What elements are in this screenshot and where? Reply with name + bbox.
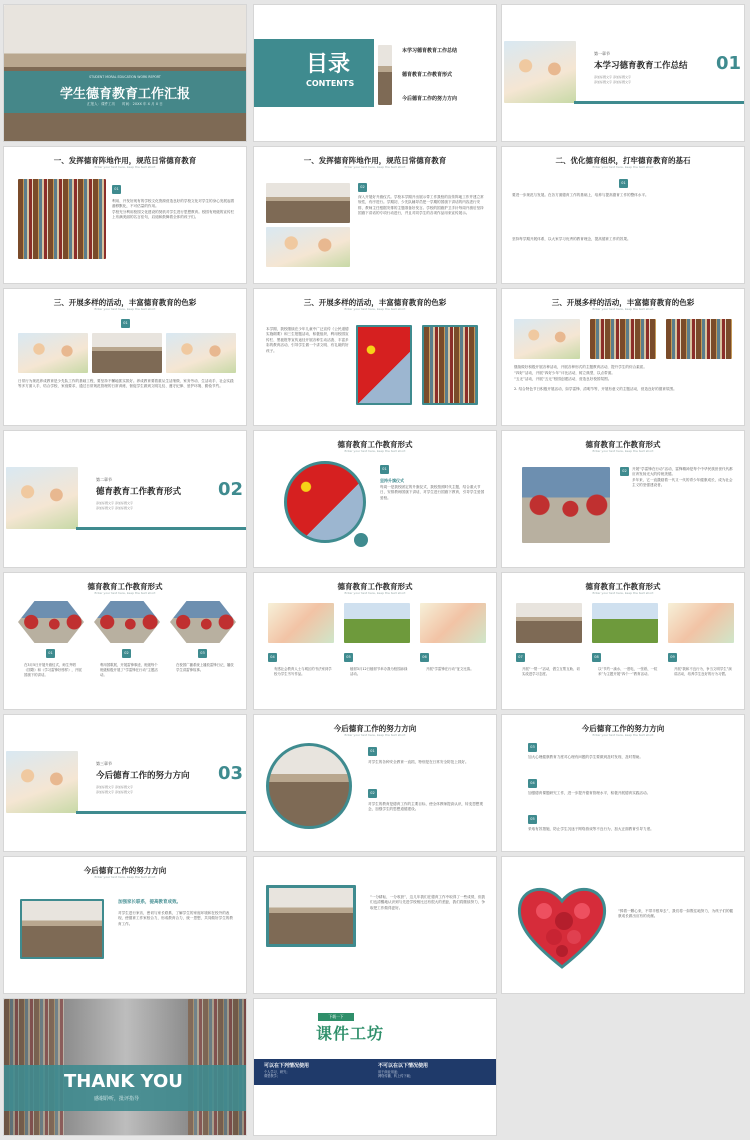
slide11-text: 每周一是我校固定的升旗仪式，我校按照时代主题，结合重大节日，安排教师国旗下讲话，对学生进行国旗下教育，引导学生爱国爱校。 [380, 485, 485, 500]
section2-title: 德育教育工作教育形式 [96, 487, 182, 497]
slide19-title: 今后德育工作的努力方向 [83, 866, 167, 875]
slide7-photo-1 [18, 333, 88, 373]
slide9-subtitle: Enter your text here, keep the text short [592, 307, 654, 311]
slide17-photo [266, 743, 352, 829]
slide15-caption-3: 开展“我和不良行为，争当文明学生”演讲活动，培养学生良好的行为习惯。 [674, 667, 732, 676]
slide9-photo-3 [666, 319, 732, 359]
slide14-caption-2: 植树3月12日植树节举办我为校园添绿活动。 [350, 667, 408, 676]
slide6-badge: 01 [619, 179, 628, 188]
slide-8[interactable] [253, 288, 497, 426]
slide13-caption-2: 利用国歌展，开展雷锋事迹，班级每个班级积极开展了“学雷锋在行动”主题活动。 [100, 663, 158, 677]
slide15-photo-1 [516, 603, 582, 643]
slide12-badge: 02 [620, 467, 629, 476]
slide15-title: 德育教育工作教育形式 [585, 582, 661, 591]
slide19-subtitle: Enter your text here, keep the text short [94, 875, 156, 879]
section1-photo [504, 41, 576, 103]
slide17-subtitle: Enter your text here, keep the text short [344, 733, 406, 737]
slide18-text-3: 采取有效措施，防止学生沉迷于网络游戏等不良行为，加大正面教育引导力度。 [528, 827, 654, 831]
slide7-badge: 01 [121, 319, 130, 328]
slide14-subtitle: Enter your text here, keep the text short [344, 591, 406, 595]
slide9-text-1: 继续做好积极开展各种活动，开展各种形式的主题教育活动，提升学生的综合素质。 [514, 365, 647, 369]
toc-photo [378, 45, 392, 105]
slide4-photo [18, 179, 106, 259]
slide4-badge: 01 [112, 185, 121, 194]
toc-item-2[interactable]: 德育教育工作教育形式 [402, 72, 453, 78]
slide13-photo-1 [18, 601, 84, 643]
slide18-badge-2: 04 [528, 779, 537, 788]
section1-list [594, 75, 631, 85]
slide-15[interactable] [501, 572, 745, 710]
slide18-title: 今后德育工作的努力方向 [581, 724, 665, 733]
section1-number: 01 [716, 53, 742, 74]
slide9-photo-2 [590, 319, 656, 359]
thanks-title: THANK YOU [64, 1071, 183, 1092]
slide12-photo [522, 467, 610, 543]
brand-name: 课件工坊 [316, 1024, 385, 1043]
slide8-text: 本学期，我校继续在少年儿童中广泛宣传《公民道德实施纲要》和三生报题活动，积极组织，利用校园宣传栏、黑板报等宣传途径开展各种生动活泼、丰富多彩的教育活动，引导学生做一个讲文明、有礼貌的好孩子。 [266, 327, 349, 353]
slide-brand[interactable] [253, 998, 497, 1136]
slide20-text: “一分耕耘，一分收获”，这几年我们在德育工作中取得了一些成绩，但我们也清醒地认识到与先进学校相比还有很大的差距，我们将继续努力，争取把工作做得更好。 [370, 895, 486, 910]
slide19-photo [20, 899, 104, 959]
slide5-text: 深入开展好升旗仪式。学校本学期开出展示带工作我校的宣传阵地工作并建立常规性，有序进行。学期初，少先队辅导员把一学期的国旗下讲话的内容进行安排，教师主任根据安排的主题准备好发言。学校的国旗护卫手针每周升旗后坚持国旗下讲话的专项行动进行，并且对同学生的各项作品用来宣传展示。 [358, 195, 484, 216]
section2-list-item: 添加标题文字 添加标题文字 [96, 506, 133, 510]
slide14-photo-2 [344, 603, 410, 643]
slide17-text-1: 对学生的各种安全教育一直抓，特别是在日常安全防范上抓好。 [368, 760, 469, 764]
slide13-badge-1: 01 [46, 649, 55, 658]
slide-toc[interactable] [253, 4, 497, 142]
slide18-badge-3: 05 [528, 815, 537, 824]
slide-11[interactable] [253, 430, 497, 568]
slide7-photo-3 [166, 333, 236, 373]
slide12-text: 开展“学雷锋在行动”活动，雷锋精神是每个中华民族世世代代都应该发扬光大的传统美德。 多年来，它一直激励着一代又一代的青少年健康成长，成为社会主义的坚强建设者。 [632, 467, 733, 488]
slide8-photo-2 [422, 325, 478, 405]
section2-list-item: 添加标题文字 添加标题文字 [96, 501, 133, 505]
slide4-subtitle: Enter your text here, keep the text short [94, 165, 156, 169]
slide6-title: 二、优化德育组织，打牢德育教育的基石 [555, 156, 691, 165]
slide5-subtitle: Enter your text here, keep the text short [344, 165, 406, 169]
slide13-photo-2 [94, 601, 160, 643]
slide13-badge-3: 03 [198, 649, 207, 658]
slide-13[interactable] [3, 572, 247, 710]
slide7-text: 日常行为规范养成教育是少先队工作的基础工程，要坚持不懈地抓实抓好。养成教育要着重从生活细微、家务劳动、生活动手、社会实践等多方面入手，结合学校、家庭要求，通过日常规范管理的日常训练，督促学生做到文明礼仪、遵守纪律、爱护环境、勤俭节约。 [18, 379, 234, 389]
section3-list [96, 785, 133, 795]
slide14-title: 德育教育工作教育形式 [337, 582, 413, 591]
slide8-subtitle: Enter your text here, keep the text short [344, 307, 406, 311]
slide17-text-2: 对学生的教育是德育工作的主要目标，使全体教师提高认识，转变思想观念，加强学生的思想道德建设。 [368, 802, 483, 812]
slide-7[interactable] [3, 288, 247, 426]
toc-subtitle: CONTENTS [306, 79, 355, 88]
section2-number: 02 [218, 479, 244, 500]
slide9-photo-1 [514, 319, 580, 359]
slide11-subtitle: Enter your text here, keep the text short [344, 449, 406, 453]
slide-5[interactable] [253, 146, 497, 284]
section3-label: 第三章节 [96, 761, 112, 766]
slide18-text-1: 加大心理健康教育力度对心理有问题的学生要做到及时发现、及时帮助。 [528, 755, 643, 759]
section2-label: 第二章节 [96, 477, 112, 482]
slide-thank-you[interactable] [3, 998, 247, 1136]
slide15-badge-3: 09 [668, 653, 677, 662]
slide15-caption-2: 以“节约一滴水、一度电、一张纸、一粒米”为主题开展“四个一”教育活动。 [598, 667, 658, 676]
slide5-badge: 02 [358, 183, 367, 192]
slide14-badge-1: 04 [268, 653, 277, 662]
slide-4[interactable] [3, 146, 247, 284]
slide11-badge: 01 [380, 465, 389, 474]
slide15-badge-1: 07 [516, 653, 525, 662]
section2-photo [6, 467, 78, 529]
heart-icon [514, 881, 610, 971]
brand-cannot-title: 不可以在以下情况使用 [378, 1063, 429, 1069]
toc-title: 目录 [306, 52, 351, 77]
slide13-caption-3: 在校园广播系统上播放雷锋日记，播放学生讲雷锋故事。 [176, 663, 234, 672]
section3-list-item: 添加标题文字 添加标题文字 [96, 785, 133, 789]
slide6-subtitle: Enter your text here, keep the text short [592, 165, 654, 169]
slide7-subtitle: Enter your text here, keep the text short [94, 307, 156, 311]
slide14-photo-3 [420, 603, 486, 643]
slide18-text-2: 加强德育课题研究工作，进一步提升德育管理水平，积极开展德育实践活动。 [528, 791, 651, 795]
slide15-caption-1: 开展“一帮一”活动，倡立互帮互助、切实改进学习态度。 [522, 667, 580, 676]
section2-list [96, 501, 133, 511]
section1-title: 本学习德育教育工作总结 [594, 61, 688, 71]
brand-can-text: 个人学习、研究； 课堂教学； [264, 1070, 290, 1079]
section3-photo [6, 751, 78, 813]
slide7-title: 三、开展多样的活动，丰富德育教育的色彩 [53, 298, 197, 307]
slide14-caption-3: 开展“学雷锋在行动”征文比赛。 [426, 667, 474, 671]
section1-label: 第一章节 [594, 51, 610, 56]
slide11-title: 德育教育工作教育形式 [337, 440, 413, 449]
thanks-subtitle: 感谢聆听，批评指导 [94, 1096, 140, 1102]
slide11-subheading: 坚持升旗仪式 [380, 478, 404, 483]
slide14-photo-1 [268, 603, 334, 643]
slide-9[interactable] [501, 288, 745, 426]
slide-cover[interactable] [3, 4, 247, 142]
slide5-photo-1 [266, 183, 350, 223]
slide-20[interactable] [253, 856, 497, 994]
slide9-title: 三、开展多样的活动，丰富德育教育的色彩 [551, 298, 695, 307]
section1-list-item: 添加标题文字 添加标题文字 [594, 80, 631, 84]
slide11-photo [284, 461, 366, 543]
toc-item-1[interactable]: 本学习德育教育工作总结 [402, 48, 458, 54]
slide-19[interactable] [3, 856, 247, 994]
slide-12[interactable] [501, 430, 745, 568]
slide6-text-2: 坚持每学期开展体系，以大家学习优秀的教育理念，提高德育工作的效果。 [512, 237, 631, 241]
slide19-text: 对学生进行家访，密切与家长联系，了解学生的家庭环境和在校外的表现，使德育工作家校合力，形成教育合力，统一思想，共同做好学生的教育工作。 [118, 911, 233, 926]
section1-list-item: 添加标题文字 添加标题文字 [594, 75, 631, 79]
slide5-title: 一、发挥德育阵地作用，规范日常德育教育 [303, 156, 447, 165]
slide8-photo-1 [356, 325, 412, 405]
slide21-text: “捧着一颗心来，不带半根草去”，我们将一如既往地努力，为孩子们的健康成长做出应有的贡献。 [618, 909, 734, 919]
slide-section-1[interactable] [501, 4, 745, 142]
slide12-title: 德育教育工作教育形式 [585, 440, 661, 449]
slide13-title: 德育教育工作教育形式 [87, 582, 163, 591]
slide15-subtitle: Enter your text here, keep the text short [592, 591, 654, 595]
slide13-caption-1: 在3月5日开展升旗仪式，师生齐唱《国歌》和《学习雷锋好榜样》，开展国旗下的讲话。 [24, 663, 82, 677]
slide15-badge-2: 08 [592, 653, 601, 662]
section3-title: 今后德育工作的努力方向 [96, 771, 190, 781]
slide14-caption-1: 有感社会教育人士与城区的书法家到学校为学生书写作品。 [274, 667, 332, 676]
slide-14[interactable] [253, 572, 497, 710]
slide7-photo-2 [92, 333, 162, 373]
slide13-badge-2: 02 [122, 649, 131, 658]
slide14-badge-2: 05 [344, 653, 353, 662]
slide4-text: 利用、开发好现有的学校文化资源营造良好的学校文化对学生的身心发展起着潜移默化，不可估量的作用。 学校充分利用校园文化建设的契机对学生进行思想教育。校园有班级的宣传栏上布满美丽的名言佳句，启迪和鼓舞着全体的孩子们。 [112, 199, 235, 220]
slide15-photo-2 [592, 603, 658, 643]
slide17-badge-2: 02 [368, 789, 377, 798]
section3-number: 03 [218, 763, 244, 784]
slide12-subtitle: Enter your text here, keep the text short [592, 449, 654, 453]
brand-can-title: 可以在下列情况使用 [264, 1063, 310, 1069]
slide9-text-2: “四好”活动，开展“四好少年”评比活动，树立典型，以点带面。 [514, 371, 615, 375]
slide20-photo [266, 885, 356, 947]
slide5-photo-2 [266, 227, 350, 267]
slide9-text-3: “五无”活动，开展“五无”校园创建活动，营造良好校园氛围。 [514, 377, 612, 381]
slide14-badge-3: 06 [420, 653, 429, 662]
section2-bar [76, 527, 247, 530]
slide-6[interactable] [501, 146, 745, 284]
slide11-dot [354, 533, 368, 547]
slide18-subtitle: Enter your text here, keep the text short [592, 733, 654, 737]
slide8-title: 三、开展多样的活动，丰富德育教育的色彩 [303, 298, 447, 307]
slide6-text-1: 要进一步规范与发展。在各方面德育工作的基础上，培养与提高德育工作的整体水平。 [512, 193, 649, 197]
slide18-badge-1: 03 [528, 743, 537, 752]
slide17-badge-1: 01 [368, 747, 377, 756]
slide13-photo-3 [170, 601, 236, 643]
cover-title: 学生德育教育工作汇报 [59, 87, 190, 102]
toc-item-3[interactable]: 今后德育工作的努力方向 [402, 96, 458, 102]
brand-cannot-text: 用于商业用途； 网络传播、转上传下载； [378, 1070, 414, 1079]
section3-bar [76, 811, 247, 814]
brand-tag: 下载一下 [318, 1013, 354, 1021]
slide-18[interactable] [501, 714, 745, 852]
slide-21[interactable] [501, 856, 745, 994]
slide19-subheading: 加强家长联系，提高教育成效。 [118, 900, 181, 905]
slide13-subtitle: Enter your text here, keep the text short [94, 591, 156, 595]
cover-meta: 汇报人：课件工坊 时间：20XX 年 X 月 X 日 [87, 102, 163, 106]
slide9-text-4: 2. 结合特色节日积极开展活动，如学雷锋、清明节等，开展有意义的主题活动，营造良好的德育氛围。 [514, 387, 677, 391]
section1-bar [574, 101, 745, 104]
slide-section-3[interactable] [3, 714, 247, 852]
slide15-photo-3 [668, 603, 734, 643]
cover-eyebrow: STUDENT MORAL EDUCATION WORK REPORT [89, 75, 161, 79]
slide17-title: 今后德育工作的努力方向 [333, 724, 417, 733]
slide4-title: 一、发挥德育阵地作用，规范日常德育教育 [53, 156, 197, 165]
slide-17[interactable] [253, 714, 497, 852]
section3-list-item: 添加标题文字 添加标题文字 [96, 790, 133, 794]
slide-section-2[interactable] [3, 430, 247, 568]
